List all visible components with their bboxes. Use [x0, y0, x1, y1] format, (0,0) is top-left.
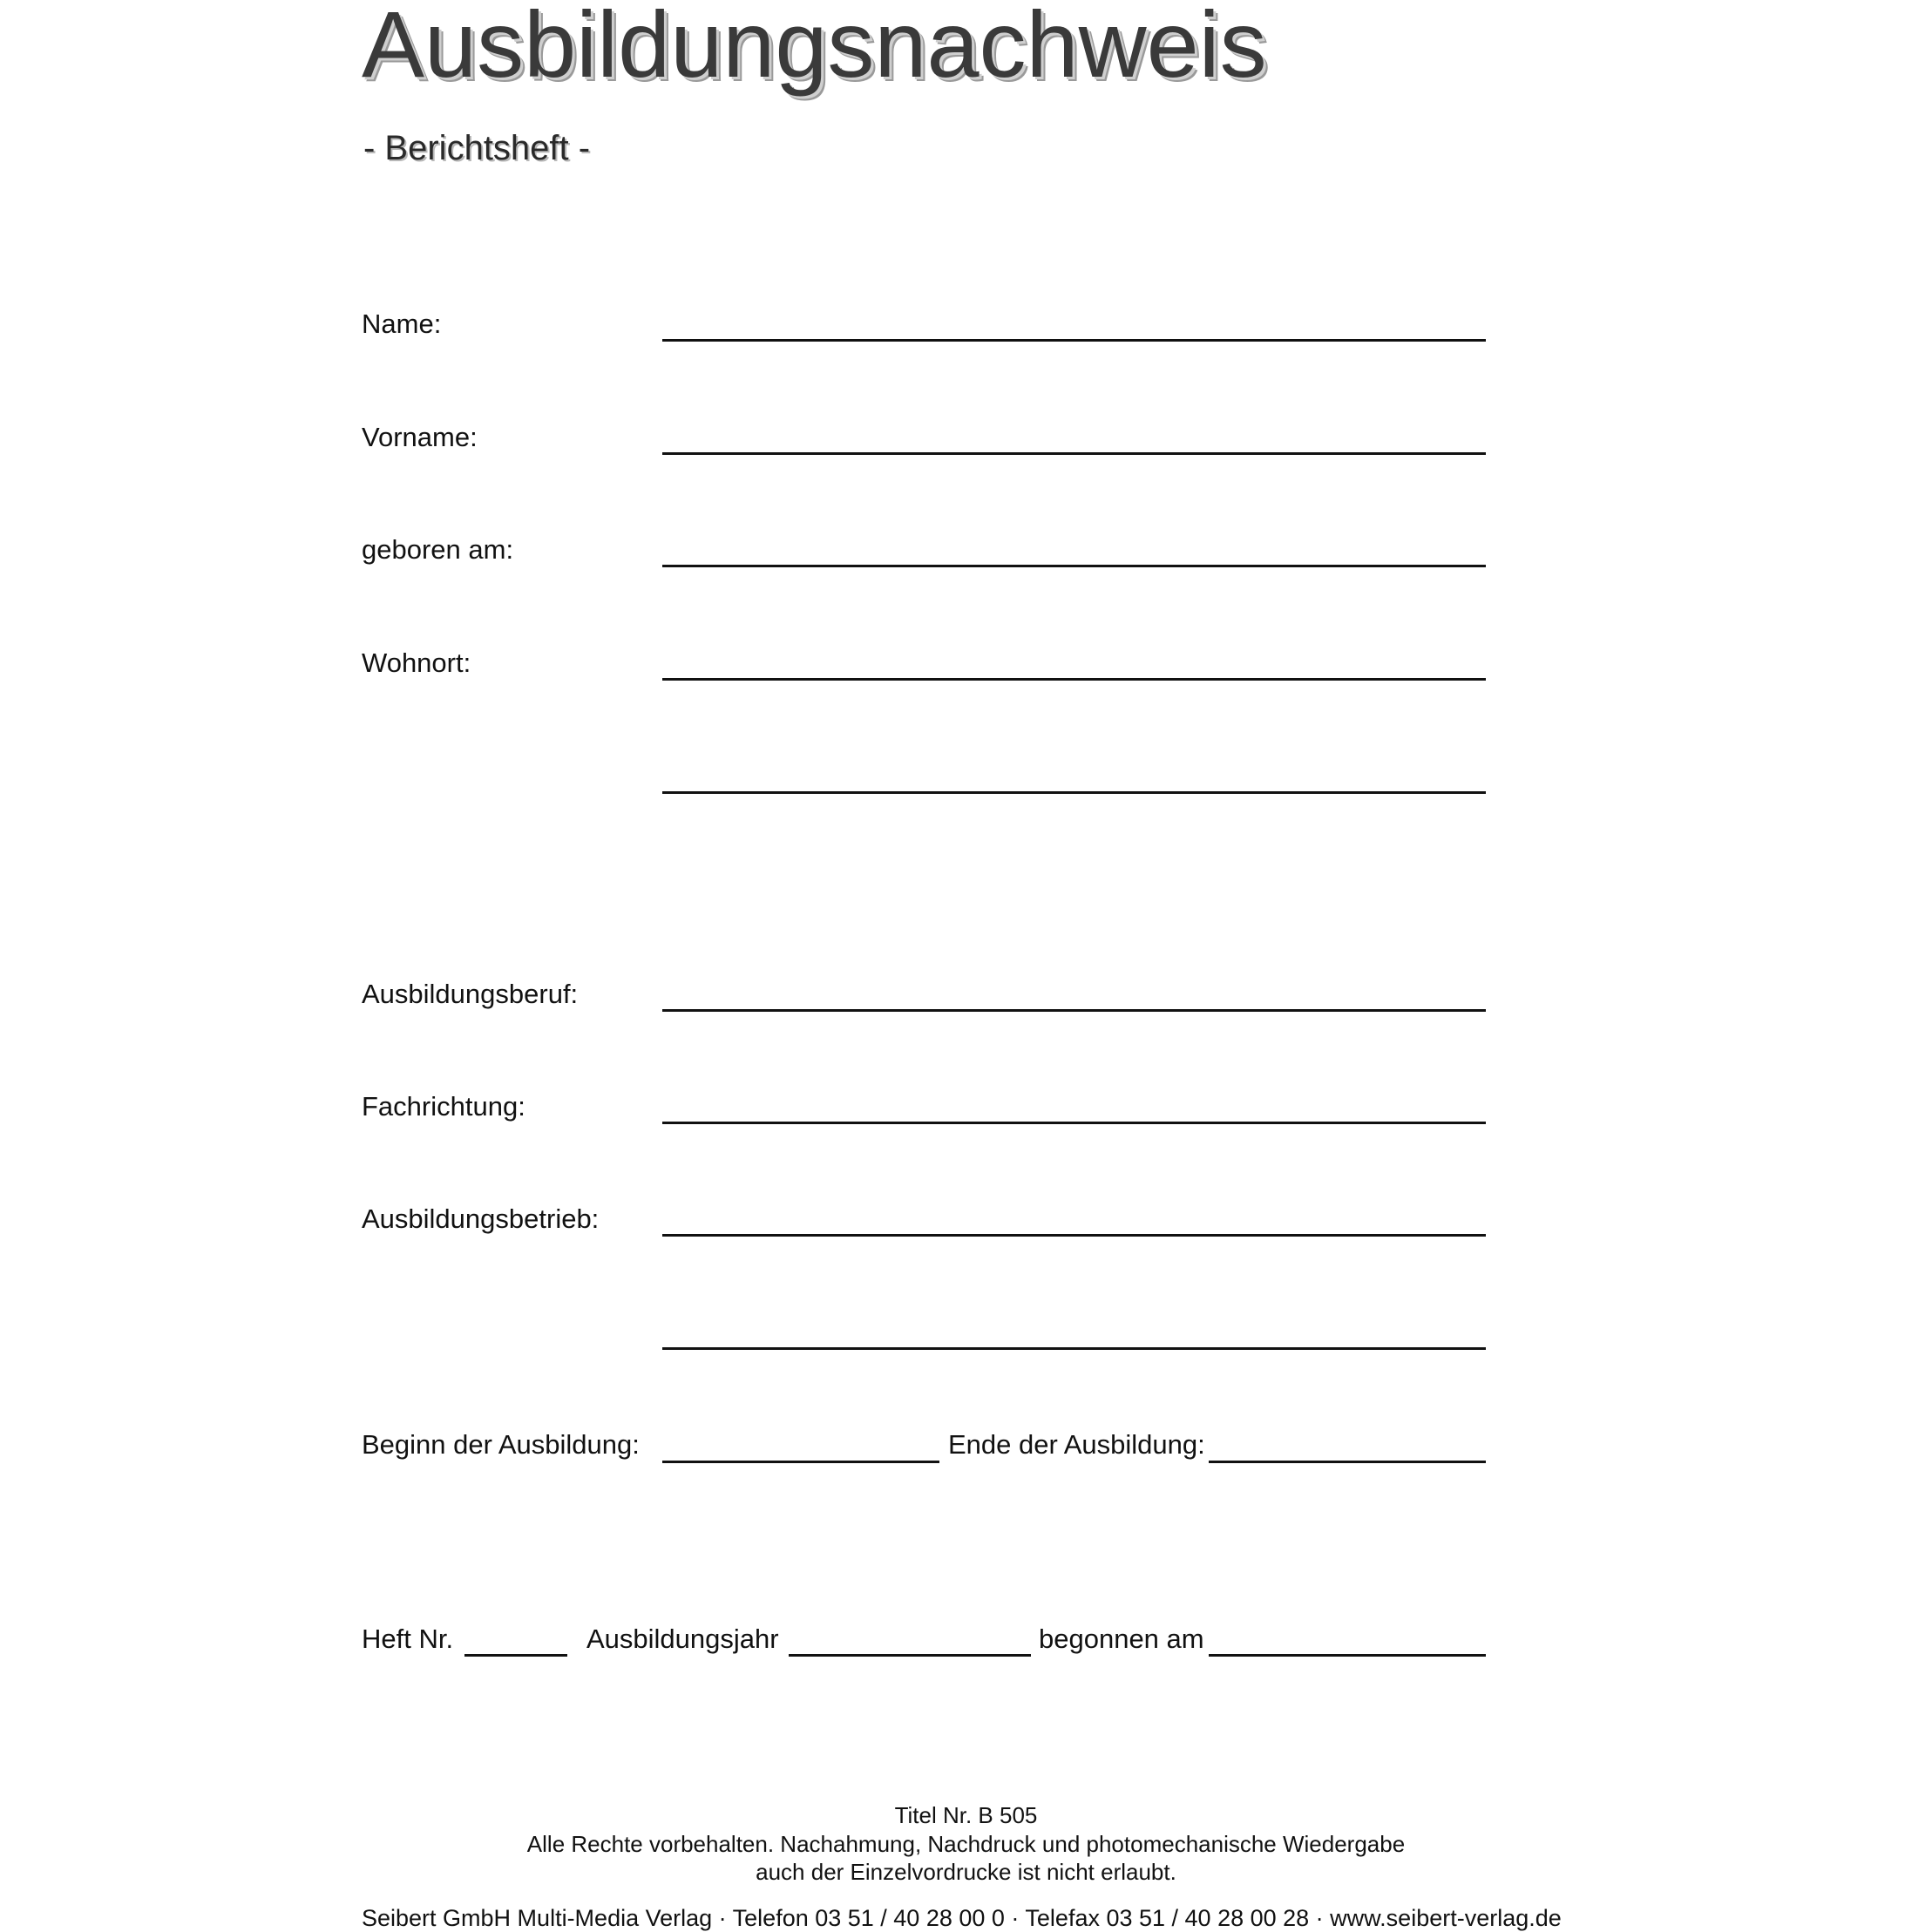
ausbildungsberuf-label: Ausbildungsberuf: — [362, 979, 579, 1009]
ende-field-line[interactable] — [1209, 1461, 1486, 1463]
ausbildungsjahr-label: Ausbildungsjahr — [586, 1624, 779, 1654]
begonnen-label: begonnen am — [1039, 1624, 1204, 1654]
vorname-label: Vorname: — [362, 422, 478, 452]
beginn-field-line[interactable] — [662, 1461, 939, 1463]
name-field-line[interactable] — [662, 339, 1486, 342]
begonnen-field-line[interactable] — [1209, 1654, 1486, 1657]
geboren-field-line[interactable] — [662, 565, 1486, 567]
wohnort-field-line-2[interactable] — [662, 791, 1486, 794]
ende-label: Ende der Ausbildung: — [948, 1429, 1205, 1460]
ausbildungsberuf-field-line[interactable] — [662, 1009, 1486, 1012]
fachrichtung-field-line[interactable] — [662, 1122, 1486, 1124]
rights-notice-line-1: Alle Rechte vorbehalten. Nachahmung, Nachdruck und photomechanische Wiedergabe — [526, 1831, 1406, 1857]
ausbildungsjahr-field-line[interactable] — [789, 1654, 1031, 1657]
vorname-field-line[interactable] — [662, 452, 1486, 455]
ausbildungsbetrieb-field-line-1[interactable] — [662, 1234, 1486, 1237]
document-title: Ausbildungsnachweis — [362, 0, 1267, 97]
beginn-label: Beginn der Ausbildung: — [362, 1429, 640, 1460]
document-subtitle: - Berichtsheft - — [363, 129, 591, 167]
wohnort-field-line-1[interactable] — [662, 678, 1486, 681]
ausbildungsbetrieb-label: Ausbildungsbetrieb: — [362, 1203, 600, 1234]
geboren-label: geboren am: — [362, 534, 514, 565]
rights-notice-line-2: auch der Einzelvordrucke ist nicht erlaubt. — [756, 1859, 1176, 1885]
fachrichtung-label: Fachrichtung: — [362, 1091, 525, 1122]
ausbildungsbetrieb-field-line-2[interactable] — [662, 1347, 1486, 1350]
publisher-info: Seibert GmbH Multi-Media Verlag · Telefon 03 51 / 40 28 00 0 · Telefax 03 51 / 40 28 00 28 · www.seibert-verlag.de — [362, 1905, 1562, 1931]
heft-nr-label: Heft Nr. — [362, 1624, 454, 1654]
name-label: Name: — [362, 308, 442, 339]
titel-nr: Titel Nr. B 505 — [894, 1802, 1038, 1828]
wohnort-label: Wohnort: — [362, 647, 471, 678]
heft-nr-field-line[interactable] — [464, 1654, 567, 1657]
